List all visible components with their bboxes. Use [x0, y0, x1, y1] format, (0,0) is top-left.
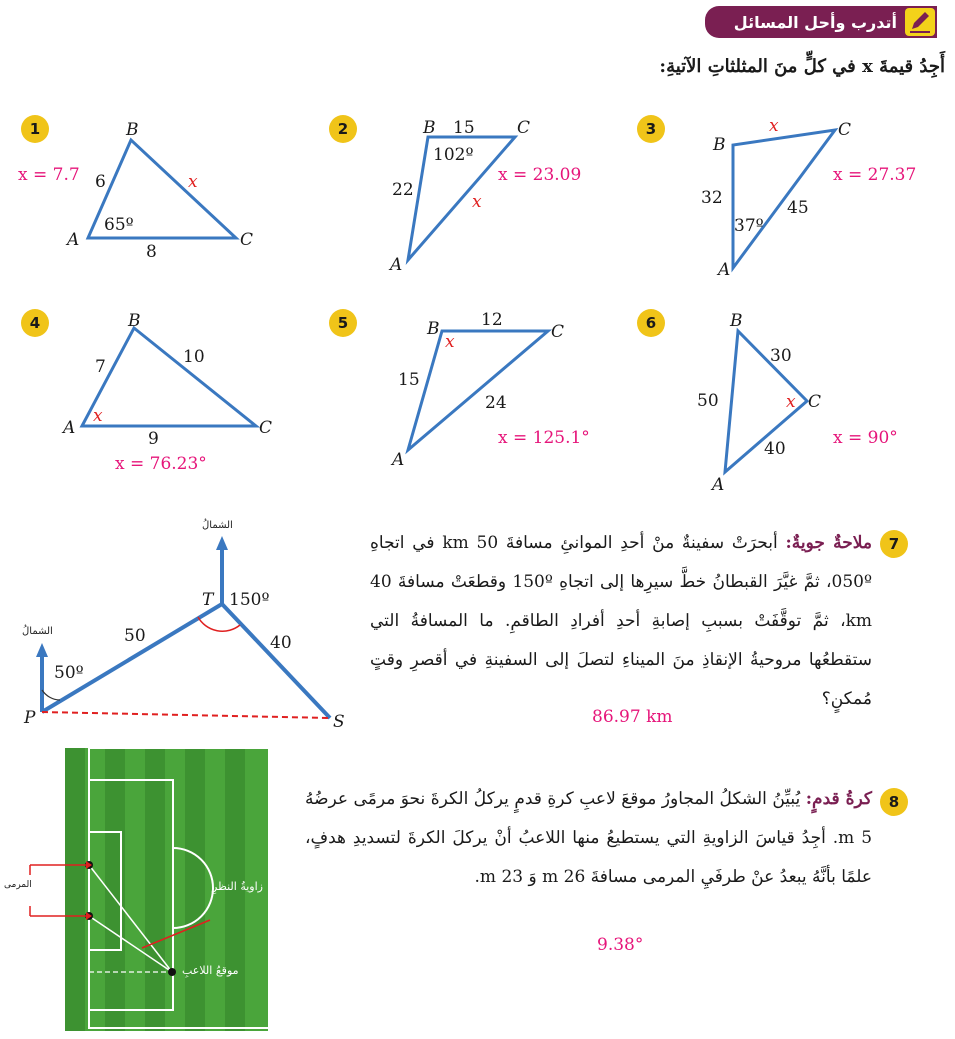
side-label: 50	[697, 391, 719, 411]
angle-label: 65º	[104, 215, 134, 235]
distance-label: 40	[270, 633, 292, 653]
side-label: 10	[183, 347, 205, 367]
problem-number-5: 5	[329, 309, 357, 337]
vertex-a: A	[392, 450, 405, 470]
vertex-c: C	[259, 418, 273, 438]
problem-7-body: أبحرَتْ سفينةٌ منْ أحدِ الموانئِ مسافةَ 50 km في اتجاهِ 050º، ثمَّ غيَّرَ القبطانُ خطَّ سيرِها إلى اتجاهِ 150º وقطعَتْ مسافةَ 40 km، ثمَّ توقَّفَتْ بسببِ إصابةِ أحدِ أفرادِ الطاقمِ. ما المسافةُ التي ستقطعُها مروحيةُ الإنقاذِ منَ الميناءِ لتصلَ إلى السفينةِ في أقصرِ وقتٍ مُمكنٍ؟	[370, 533, 872, 709]
side-label: 6	[95, 172, 106, 192]
side-label: 30	[770, 346, 792, 366]
goal-label: المرمى	[4, 880, 32, 890]
answer-3: x = 27.37	[833, 165, 917, 185]
side-label: 15	[453, 118, 475, 138]
vertex-a: A	[718, 260, 731, 280]
vertex-b: B	[423, 118, 436, 138]
side-label: 12	[481, 310, 503, 330]
side-label: 32	[701, 188, 723, 208]
problem-8-body: يُبيِّنُ الشكلُ المجاورُ موقعَ لاعبِ كرةِ قدمٍ يركلُ الكرةَ نحوَ مرمًى عرضُهُ 5 m. أجِدُ قياسَ الزاويةِ التي يستطيعُ منها اللاعبُ أنْ يركلَ الكرةَ لتسديدِ هدفٍ، علمًا بأنَّهُ يبعدُ عنْ طرفَيِ المرمى مسافةَ 26 m وَ 23 m.	[305, 789, 873, 887]
bearing-angle: 150º	[229, 590, 270, 610]
vertex-c: C	[517, 118, 531, 138]
problem-number-6: 6	[637, 309, 665, 337]
vertex-a: A	[712, 475, 725, 495]
angle-label: 37º	[734, 216, 764, 236]
problem-7-title: ملاحةٌ جويةٌ:	[785, 533, 873, 553]
vertex-c: C	[240, 230, 254, 250]
side-label: 8	[146, 242, 157, 262]
side-label: 24	[485, 393, 507, 413]
unknown-x: x	[188, 172, 198, 192]
point-s: S	[333, 712, 345, 732]
side-label: 9	[148, 429, 159, 449]
problem-number-3: 3	[637, 115, 665, 143]
triangle-4	[82, 328, 256, 426]
problem-number-7: 7	[880, 530, 908, 558]
distance-label: 50	[124, 626, 146, 646]
unknown-x: x	[769, 116, 779, 136]
north-label: الشمالُ	[22, 626, 53, 637]
player-position-label: موقعُ اللاعبِ	[182, 964, 239, 977]
answer-8: 9.38°	[597, 935, 644, 955]
vertex-b: B	[713, 135, 726, 155]
instruction: أَجِدُ قيمةَ x في كلٍّ منَ المثلثاتِ الآتيةِ:	[659, 56, 945, 77]
triangle-3	[733, 130, 835, 268]
side-label: 45	[787, 198, 809, 218]
path-pt	[42, 604, 222, 712]
point-t: T	[202, 590, 214, 610]
problem-number-4: 4	[21, 309, 49, 337]
vertex-a: A	[67, 230, 80, 250]
north-label: الشمالُ	[202, 520, 233, 531]
vertex-c: C	[551, 322, 565, 342]
vertex-b: B	[126, 120, 139, 140]
path-ps	[42, 712, 330, 718]
problem-8-title: كرةُ قدمٍ:	[805, 789, 872, 809]
unknown-x: x	[93, 406, 103, 426]
problem-number-1: 1	[21, 115, 49, 143]
vertex-b: B	[128, 311, 141, 331]
side-label: 15	[398, 370, 420, 390]
side-label: 40	[764, 439, 786, 459]
problem-7-text	[370, 524, 872, 719]
section-title: أتدرب وأحل المسائل	[733, 13, 897, 32]
point-p: P	[24, 708, 36, 728]
problem-number-2: 2	[329, 115, 357, 143]
angle-label: 102º	[433, 145, 474, 165]
answer-5: x = 125.1°	[498, 428, 590, 448]
unknown-x: x	[445, 332, 455, 352]
problem-number-8: 8	[880, 788, 908, 816]
vertex-a: A	[390, 255, 403, 275]
unknown-x: x	[786, 392, 796, 412]
answer-6: x = 90°	[833, 428, 898, 448]
vertex-c: C	[808, 392, 822, 412]
vertex-c: C	[838, 120, 852, 140]
answer-2: x = 23.09	[498, 165, 582, 185]
unknown-x: x	[472, 192, 482, 212]
bearing-angle: 50º	[54, 663, 84, 683]
answer-1: x = 7.7	[18, 165, 80, 185]
answer-4: x = 76.23°	[115, 454, 207, 474]
view-angle-label: زاويةُ النظرِ	[212, 880, 263, 893]
vertex-a: A	[63, 418, 76, 438]
path-ts	[222, 604, 330, 718]
vertex-b: B	[730, 311, 743, 331]
answer-7: 86.97 km	[592, 707, 673, 727]
vertex-b: B	[427, 319, 440, 339]
problem-8-text	[305, 780, 872, 897]
side-label: 7	[95, 357, 106, 377]
side-label: 22	[392, 180, 414, 200]
